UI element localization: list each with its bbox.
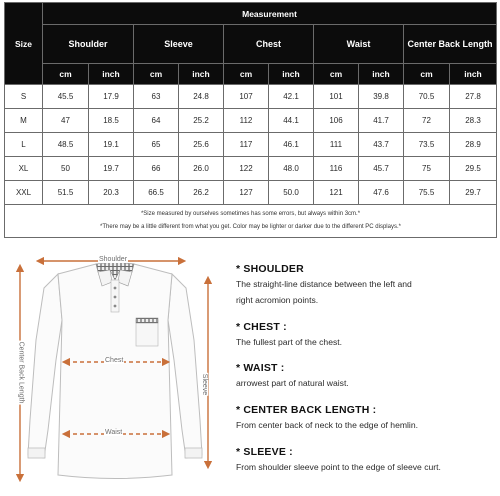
table-cell: 64 <box>134 109 179 133</box>
size-header: Size <box>5 3 43 85</box>
table-cell: 48.0 <box>269 157 314 181</box>
table-cell: 29.7 <box>450 181 497 205</box>
table-cell: 24.8 <box>179 85 224 109</box>
unit-inch: inch <box>269 64 314 85</box>
table-cell: 112 <box>224 109 269 133</box>
table-cell: 45.5 <box>43 85 89 109</box>
table-cell: 29.5 <box>450 157 497 181</box>
table-notes <box>5 205 497 238</box>
center-back-length-label: Center Back Length <box>17 341 25 404</box>
table-row <box>5 157 497 181</box>
definition-text: From shoulder sleeve point to the edge of sleeve curt. <box>236 462 441 472</box>
shoulder-label: Shoulder <box>99 256 128 263</box>
table-cell: 19.7 <box>89 157 134 181</box>
table-cell: 106 <box>314 109 359 133</box>
table-cell: 25.2 <box>179 109 224 133</box>
definition-center-back-length <box>236 403 418 432</box>
table-cell: 107 <box>224 85 269 109</box>
table-cell: 27.8 <box>450 85 497 109</box>
note-measurement-error: *Size measured by ourselves sometimes has some errors, but always within 3cm.* <box>140 211 361 217</box>
definition-text: From center back of neck to the edge of hemlin. <box>236 420 418 430</box>
table-cell: 63 <box>134 85 179 109</box>
table-cell: 117 <box>224 133 269 157</box>
table-cell: 44.1 <box>269 109 314 133</box>
definition-chest <box>236 320 342 349</box>
table-cell: 75 <box>404 157 450 181</box>
definition-shoulder <box>236 262 412 307</box>
table-cell: 41.7 <box>359 109 404 133</box>
chest-label: Chest <box>105 357 124 364</box>
table-cell: 47.6 <box>359 181 404 205</box>
table-row <box>5 109 497 133</box>
definition-title: * CENTER BACK LENGTH : <box>236 404 377 416</box>
definition-title: * SLEEVE : <box>236 446 293 458</box>
shirt-measurement-diagram <box>0 250 230 491</box>
unit-cm: cm <box>134 64 179 85</box>
table-row <box>5 181 497 205</box>
size-cell: M <box>5 109 43 133</box>
table-cell: 39.8 <box>359 85 404 109</box>
unit-cm: cm <box>314 64 359 85</box>
table-row <box>5 85 497 109</box>
definition-sleeve <box>236 445 441 474</box>
definition-title: * WAIST : <box>236 362 285 374</box>
table-cell: 50 <box>43 157 89 181</box>
size-chart-table <box>4 2 497 238</box>
table-cell: 122 <box>224 157 269 181</box>
table-cell: 111 <box>314 133 359 157</box>
unit-cm: cm <box>224 64 269 85</box>
waist-label: Waist <box>105 429 123 436</box>
polo-shirt-illustration <box>0 250 230 491</box>
unit-inch: inch <box>179 64 224 85</box>
table-cell: 43.7 <box>359 133 404 157</box>
table-cell: 66.5 <box>134 181 179 205</box>
note-color-difference: *There may be a little different from what you get. Color may be lighter or darker due to the different PC displays.* <box>100 224 401 230</box>
table-cell: 26.0 <box>179 157 224 181</box>
table-cell: 28.9 <box>450 133 497 157</box>
table-cell: 50.0 <box>269 181 314 205</box>
table-cell: 127 <box>224 181 269 205</box>
table-cell: 73.5 <box>404 133 450 157</box>
table-cell: 17.9 <box>89 85 134 109</box>
unit-cm: cm <box>404 64 450 85</box>
table-cell: 72 <box>404 109 450 133</box>
table-cell: 65 <box>134 133 179 157</box>
table-cell: 19.1 <box>89 133 134 157</box>
table-cell: 42.1 <box>269 85 314 109</box>
table-row <box>5 133 497 157</box>
definition-text: The fullest part of the chest. <box>236 337 343 347</box>
size-cell: S <box>5 85 43 109</box>
table-cell: 20.3 <box>89 181 134 205</box>
sleeve-label: Sleeve <box>201 373 209 396</box>
table-cell: 51.5 <box>43 181 89 205</box>
size-cell: XXL <box>5 181 43 205</box>
table-cell: 48.5 <box>43 133 89 157</box>
table-cell: 45.7 <box>359 157 404 181</box>
unit-inch: inch <box>89 64 134 85</box>
table-cell: 121 <box>314 181 359 205</box>
definition-text: right acromion points. <box>236 295 319 305</box>
chest-header: Chest <box>224 25 314 64</box>
sleeve-header: Sleeve <box>134 25 224 64</box>
table-cell: 26.2 <box>179 181 224 205</box>
waist-header: Waist <box>314 25 404 64</box>
unit-inch: inch <box>450 64 497 85</box>
table-cell: 101 <box>314 85 359 109</box>
definition-text: The straight-line distance between the left and <box>236 279 412 289</box>
definition-title: * SHOULDER <box>236 263 304 275</box>
table-cell: 75.5 <box>404 181 450 205</box>
table-cell: 66 <box>134 157 179 181</box>
table-cell: 70.5 <box>404 85 450 109</box>
table-cell: 46.1 <box>269 133 314 157</box>
table-cell: 28.3 <box>450 109 497 133</box>
table-cell: 47 <box>43 109 89 133</box>
table-cell: 25.6 <box>179 133 224 157</box>
unit-cm: cm <box>43 64 89 85</box>
measurement-header: Measurement <box>43 3 497 25</box>
size-cell: XL <box>5 157 43 181</box>
table-cell: 116 <box>314 157 359 181</box>
shoulder-header: Shoulder <box>43 25 134 64</box>
center-back-length-header: Center Back Length <box>404 25 497 64</box>
table-cell: 18.5 <box>89 109 134 133</box>
size-cell: L <box>5 133 43 157</box>
definition-text: arrowest part of natural waist. <box>236 378 349 388</box>
definition-waist <box>236 361 349 390</box>
unit-inch: inch <box>359 64 404 85</box>
definition-title: * CHEST : <box>236 321 287 333</box>
